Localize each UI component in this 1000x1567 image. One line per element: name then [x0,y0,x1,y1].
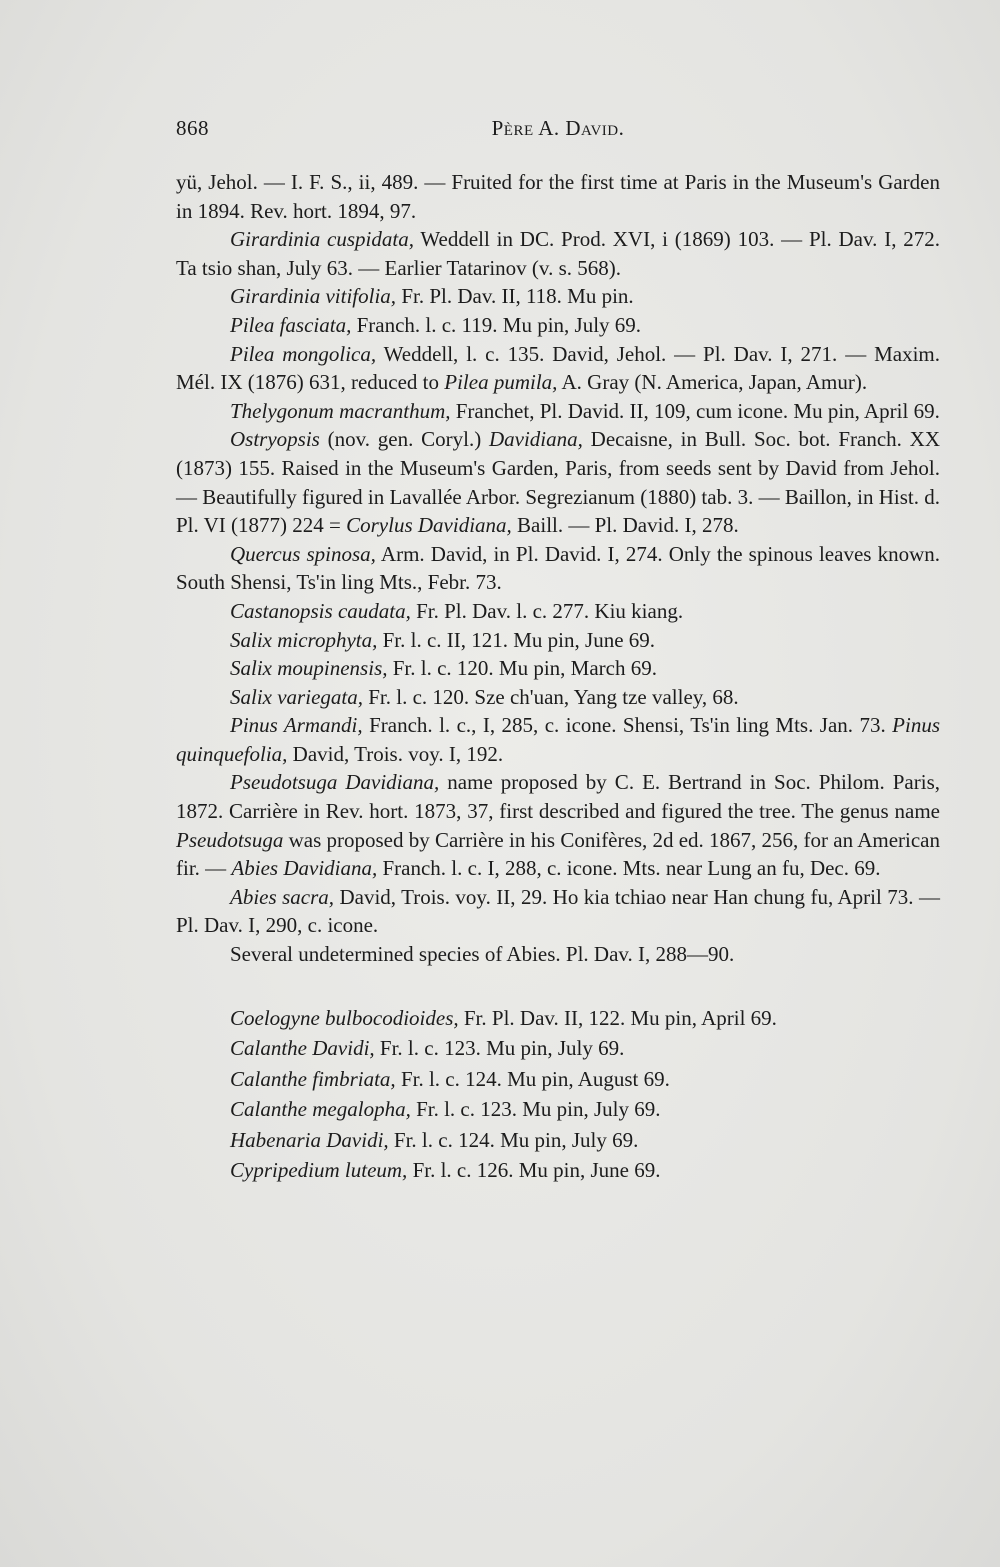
species-name: Abies sacra, [230,884,335,909]
species-name: Davidiana, [488,427,583,452]
entry-paragraph: Salix moupinensis, Fr. l. c. 120. Mu pin, March 69. [230,656,657,681]
page-header [176,116,940,146]
species-name: Girardinia cuspidata, [230,227,414,252]
species-name: Corylus Davidiana, [346,513,512,538]
species-name: Thelygonum macranthum, [230,398,451,423]
species-name: Coelogyne bulbocodioides, [230,1005,459,1030]
entry-paragraph: Salix microphyta, Fr. l. c. II, 121. Mu pin, June 69. [230,627,656,652]
entry-paragraph: Cypripedium luteum, Fr. l. c. 126. Mu pin, June 69. [230,1158,661,1183]
entry-paragraph: Pilea mongolica, Weddell, l. c. 135. David, Jehol. — Pl. Dav. I, 271. — Maxim. Mél. IX (1876) 631, reduced to Pilea pumila, A. Gray (N. America, Japan, Amur). [176,341,940,395]
species-name: Castanopsis caudata, [230,598,411,623]
species-name: Pilea pumila, [444,370,558,395]
entry-paragraph: Pilea fasciata, Franch. l. c. 119. Mu pin, July 69. [230,312,642,337]
page-number: 868 [176,116,209,140]
entry-paragraph: Ostryopsis (nov. gen. Coryl.) Davidiana, Decaisne, in Bull. Soc. bot. Franch. XX (1873) 155. Raised in the Museum's Garden, Paris, from seeds sent by David from Jehol. — Beautifully figured in Lavallée Arbor. Segrezianum (1880) tab. 3. — Baillon, in Hist. d. Pl. VI (1877) 224 = Corylus Davidiana, Baill. — Pl. David. I, 278. [176,427,941,538]
species-name: Abies Davidiana, [231,856,378,881]
species-name: Pilea mongolica, [230,341,377,366]
entry-paragraph: Calanthe fimbriata, Fr. l. c. 124. Mu pin, August 69. [230,1066,670,1091]
species-name: Pinus quinquefolia, [176,713,940,766]
species-name: Calanthe Davidi, [230,1036,375,1061]
entry-paragraph: yü, Jehol. — I. F. S., ii, 489. — Fruited for the first time at Paris in the Museum's Garden in 1894. Rev. hort. 1894, 97. [176,170,940,223]
entry-paragraph: Quercus spinosa, Arm. David, in Pl. David. I, 274. Only the spinous leaves known. South Shensi, Ts'in ling Mts., Febr. 73. [176,541,940,595]
species-name: Pseudotsuga [176,827,284,852]
species-name: Calanthe fimbriata, [230,1066,396,1091]
species-name: Cypripedium luteum, [230,1158,408,1183]
species-name: Pinus Armandi, [230,713,363,738]
entry-paragraph: Pinus Armandi, Franch. l. c., I, 285, c. icone. Shensi, Ts'in ling Mts. Jan. 73. Pinus quinquefolia, David, Trois. voy. I, 192. [176,713,940,766]
species-name: Quercus spinosa, [230,541,376,566]
entry-paragraph: Several undetermined species of Abies. Pl. Dav. I, 288—90. [230,942,735,967]
entry-paragraph: Girardinia cuspidata, Weddell in DC. Prod. XVI, i (1869) 103. — Pl. Dav. I, 272. Ta tsio shan, July 63. — Earlier Tatarinov (v. s. 568). [176,227,940,280]
species-name: Salix variegata, [230,684,363,709]
entry-paragraph: Girardinia vitifolia, Fr. Pl. Dav. II, 118. Mu pin. [230,284,634,309]
orchid-entries [176,1003,940,1186]
entry-paragraph: Pseudotsuga Davidiana, name proposed by C. E. Bertrand in Soc. Philom. Paris, 1872. Carrière in Rev. hort. 1873, 37, first described and figured the tree. The genus name Pseudotsuga was proposed by Carrière in his Conifères, 2d ed. 1867, 256, for an American fir. — Abies Davidiana, Franch. l. c. I, 288, c. icone. Mts. near Lung an fu, Dec. 69. [176,770,940,881]
species-name: Salix microphyta, [230,627,378,652]
species-name: Pilea fasciata, [230,312,352,337]
section-gap [176,969,940,1003]
species-name: Habenaria Davidi, [230,1127,389,1152]
species-name: Pseudotsuga Davidiana, [230,770,440,795]
entry-paragraph: Castanopsis caudata, Fr. Pl. Dav. l. c. 277. Kiu kiang. [230,598,684,623]
body-text [176,168,940,1186]
entry-paragraph: Salix variegata, Fr. l. c. 120. Sze ch'uan, Yang tze valley, 68. [230,684,739,709]
species-name: Salix moupinensis, [230,656,388,681]
entry-paragraph: Thelygonum macranthum, Franchet, Pl. David. II, 109, cum icone. Mu pin, April 69. [230,398,940,423]
entry-paragraph: Calanthe Davidi, Fr. l. c. 123. Mu pin, July 69. [230,1036,625,1061]
entry-paragraph: Coelogyne bulbocodioides, Fr. Pl. Dav. II, 122. Mu pin, April 69. [230,1005,777,1030]
running-head: Père A. David. [491,116,625,140]
entry-paragraph: Abies sacra, David, Trois. voy. II, 29. Ho kia tchiao near Han chung fu, April 73. — Pl. Dav. I, 290, c. icone. [176,884,940,938]
species-name: Ostryopsis [230,427,320,452]
entry-paragraph: Habenaria Davidi, Fr. l. c. 124. Mu pin, July 69. [230,1127,639,1152]
entry-paragraph: Calanthe megalopha, Fr. l. c. 123. Mu pin, July 69. [230,1097,661,1122]
species-name: Girardinia vitifolia, [230,284,397,309]
species-name: Calanthe megalopha, [230,1097,411,1122]
